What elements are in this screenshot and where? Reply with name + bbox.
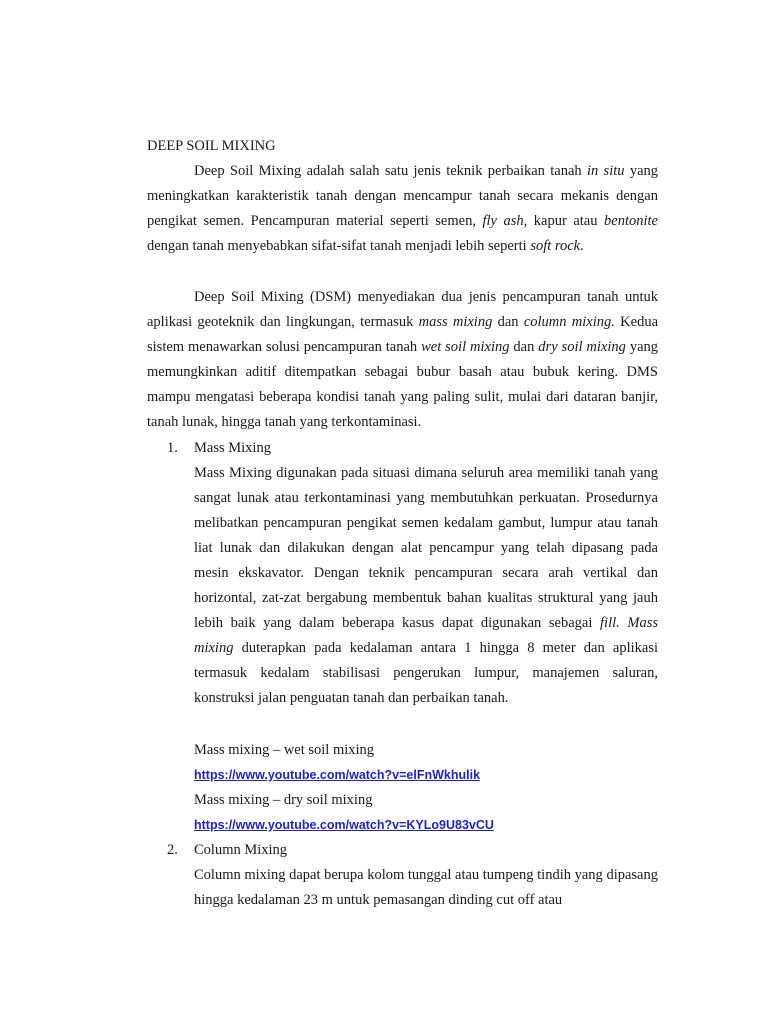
- list-number-2: 2.: [167, 842, 178, 858]
- p1-text-g: dengan tanah menyebabkan sifat-sifat tanah menjadi lebih seperti: [147, 238, 531, 254]
- p1-text-e: kapur atau: [527, 213, 605, 229]
- dry-soil-mixing-label: Mass mixing – dry soil mixing: [194, 792, 373, 808]
- p2-text-i: yang memungkinkan aditif ditempatkan sebagai bubur basah atau bubuk kering. DMS mampu mengatasi beberapa kondisi tanah yang paling sulit, mulai dari dataran banjir, tanah lunak, hingga tanah yang terkontaminasi.: [147, 339, 658, 430]
- dry-soil-mixing-video-link[interactable]: https://www.youtube.com/watch?v=KYLo9U83vCU: [194, 818, 494, 832]
- mass-mixing-text-a: Mass Mixing digunakan pada situasi dimana seluruh area memiliki tanah yang sangat lunak atau terkontaminasi yang membutuhkan perkuatan. Prosedurnya melibatkan pencampuran pengikat semen kedalam gambut, lumpur atau tanah liat lunak dan dilakukan dengan alat pencampur yang telah dipasang pada mesin ekskavator. Dengan teknik pencampuran secara arah vertikal dan horizontal, zat-zat bergabung membentuk bahan kualitas struktural yang jauh lebih baik yang dalam beberapa kasus dapat digunakan sebagai: [194, 465, 658, 631]
- p1-text-i: .: [580, 238, 584, 254]
- column-mixing-body: Column mixing dapat berupa kolom tunggal atau tumpeng tindih yang dipasang hingga kedalaman 23 m untuk pemasangan dinding cut off atau: [194, 867, 658, 908]
- p2-italic-wet-soil-mixing: wet soil mixing: [421, 339, 510, 355]
- mass-mixing-italic-fill: fill. Mass mixing: [194, 615, 658, 656]
- dsm-types-paragraph: [147, 285, 658, 435]
- p2-text-c: dan: [492, 314, 524, 330]
- p1-italic-in-situ: in situ: [586, 163, 625, 179]
- column-mixing-heading: Column Mixing: [194, 842, 288, 858]
- list-number-1: 1.: [167, 440, 178, 456]
- p2-italic-dry-soil-mixing: dry soil mixing: [538, 339, 626, 355]
- p2-italic-mass-mixing: mass mixing: [418, 314, 493, 330]
- p1-italic-bentonite: bentonite: [604, 213, 658, 229]
- p2-italic-column-mixing: column mixing.: [523, 314, 615, 330]
- p2-text-g: dan: [509, 339, 539, 355]
- p1-italic-soft-rock: soft rock: [530, 238, 581, 254]
- wet-soil-mixing-label: Mass mixing – wet soil mixing: [194, 742, 375, 758]
- p1-italic-fly-ash: fly ash,: [482, 213, 528, 229]
- p2-text-a: Deep Soil Mixing (DSM) menyediakan dua jenis pencampuran tanah untuk aplikasi geoteknik dan lingkungan, termasuk: [147, 289, 658, 330]
- intro-paragraph: [147, 159, 658, 259]
- p2-text-e: Kedua sistem menawarkan solusi pencampuran tanah: [147, 314, 659, 355]
- mass-mixing-text-c: duterapkan pada kedalaman antara 1 hingga 8 meter dan aplikasi termasuk kedalam stabilisasi pengerukan lumpur, manajemen saluran, konstruksi jalan penguatan tanah dan perbaikan tanah.: [194, 640, 658, 706]
- document-title: DEEP SOIL MIXING: [147, 138, 276, 154]
- mass-mixing-body: [194, 461, 658, 711]
- mass-mixing-heading: Mass Mixing: [194, 440, 271, 456]
- p1-text-a: Deep Soil Mixing adalah salah satu jenis teknik perbaikan tanah: [194, 163, 587, 179]
- wet-soil-mixing-video-link[interactable]: https://www.youtube.com/watch?v=elFnWkhulik: [194, 768, 481, 782]
- p1-text-c: yang meningkatkan karakteristik tanah dengan mencampur tanah secara mekanis dengan pengikat semen. Pencampuran material seperti semen,: [147, 163, 659, 229]
